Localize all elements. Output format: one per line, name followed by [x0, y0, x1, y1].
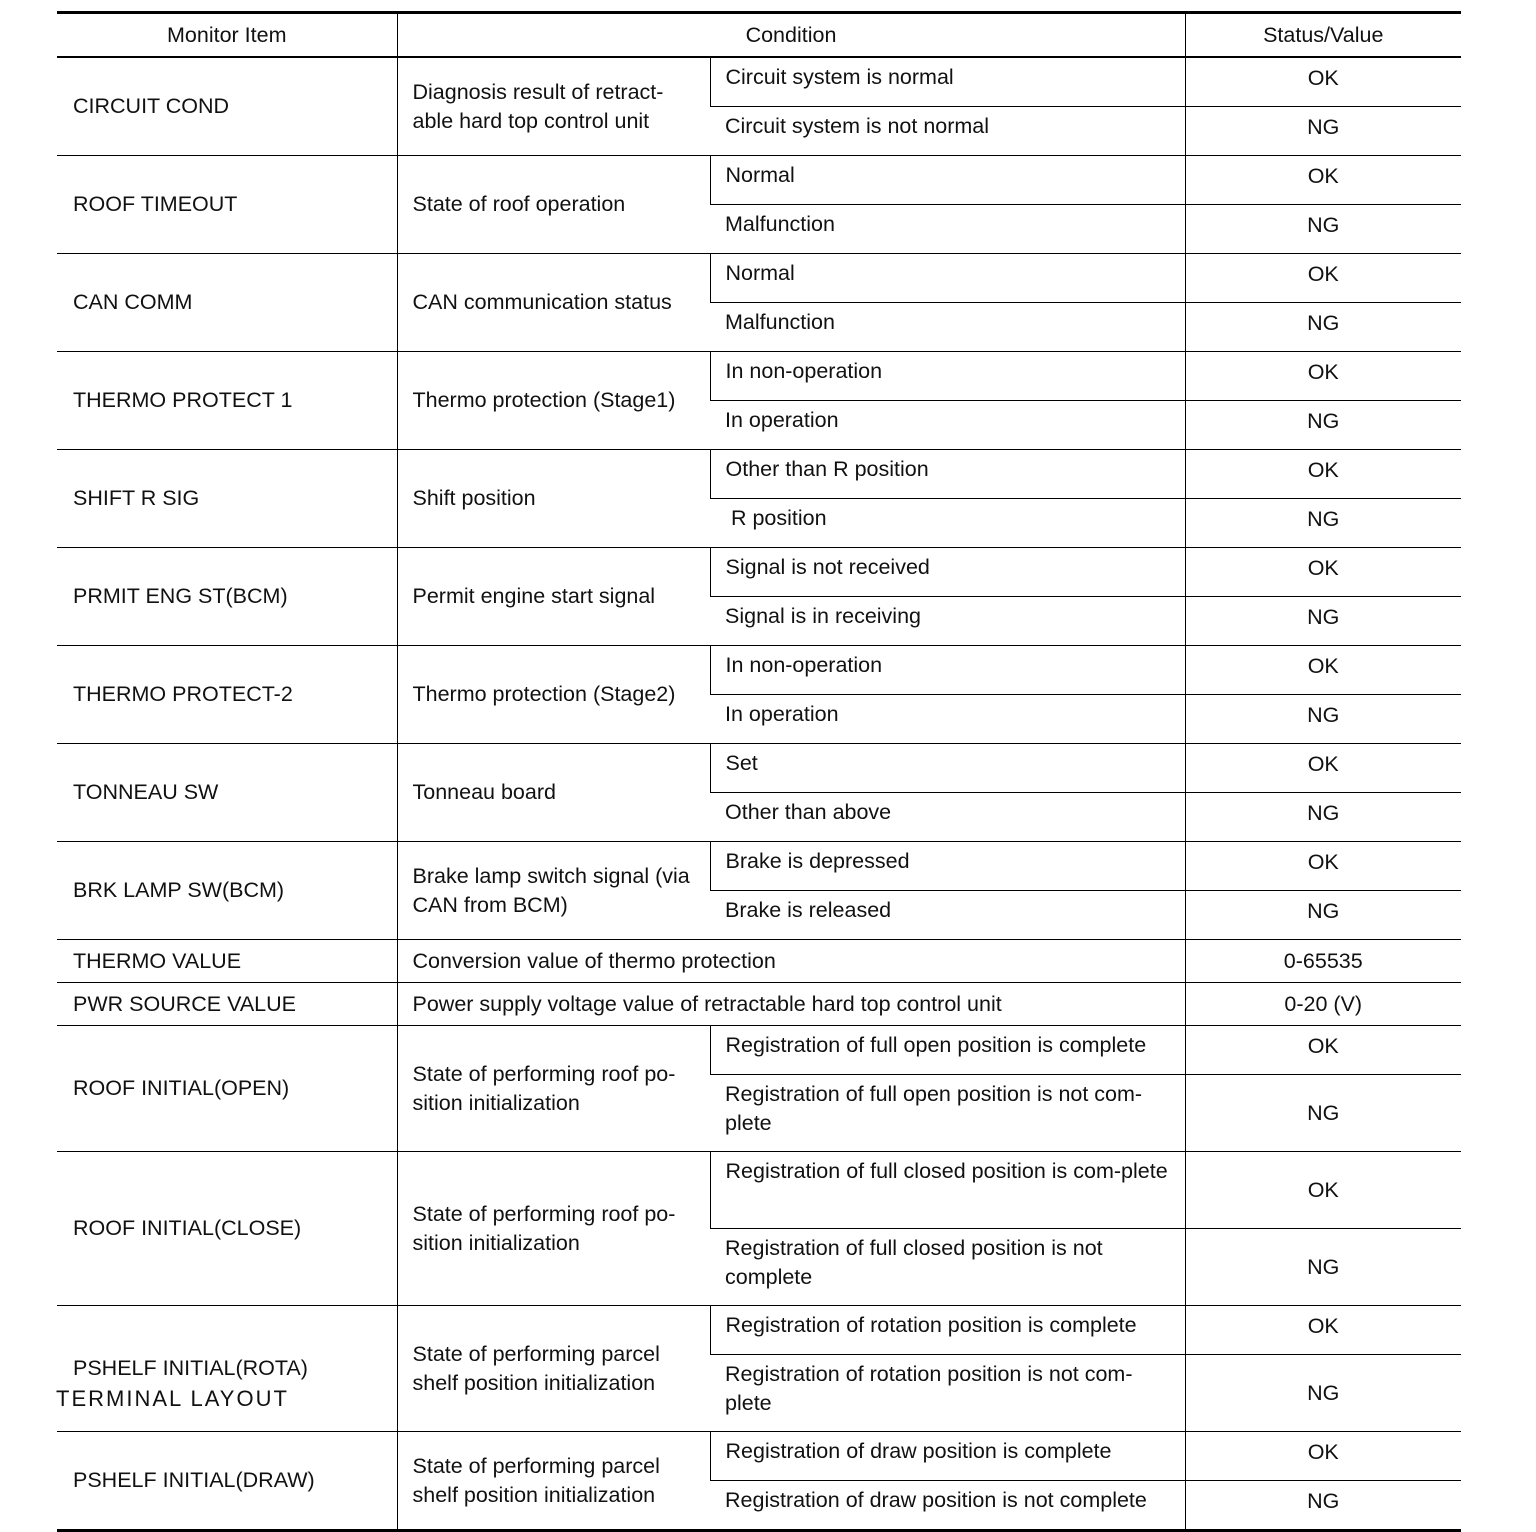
condition-description: Conversion value of thermo protection [397, 940, 1185, 983]
table-row [57, 646, 1461, 695]
header-row [57, 13, 1461, 58]
condition-state: R position [710, 499, 1185, 548]
status-value: NG [1185, 303, 1461, 352]
status-value: NG [1185, 1481, 1461, 1531]
condition-state: In non-operation [710, 646, 1185, 695]
table-row [57, 156, 1461, 205]
table-row [57, 1306, 1461, 1355]
table-row [57, 450, 1461, 499]
monitor-item: THERMO PROTECT-2 [57, 646, 397, 744]
monitor-item: BRK LAMP SW(BCM) [57, 842, 397, 940]
condition-description: State of performing roof po-sition initialization [397, 1152, 710, 1306]
condition-state: Registration of full closed position is not complete [710, 1229, 1185, 1306]
status-value: NG [1185, 1355, 1461, 1432]
monitor-item: CIRCUIT COND [57, 57, 397, 156]
monitor-item: ROOF INITIAL(CLOSE) [57, 1152, 397, 1306]
table-row [57, 983, 1461, 1026]
condition-description: Shift position [397, 450, 710, 548]
monitor-item: THERMO PROTECT 1 [57, 352, 397, 450]
status-value: OK [1185, 156, 1461, 205]
status-value: NG [1185, 1229, 1461, 1306]
status-value: NG [1185, 499, 1461, 548]
monitor-item: PWR SOURCE VALUE [57, 983, 397, 1026]
condition-description: Thermo protection (Stage1) [397, 352, 710, 450]
condition-state: Malfunction [710, 205, 1185, 254]
status-value: NG [1185, 107, 1461, 156]
status-value: NG [1185, 205, 1461, 254]
status-value: OK [1185, 646, 1461, 695]
table-row [57, 254, 1461, 303]
table-row [57, 57, 1461, 107]
monitor-item: SHIFT R SIG [57, 450, 397, 548]
condition-description: Power supply voltage value of retractable hard top control unit [397, 983, 1185, 1026]
condition-state: Registration of full open position is complete [710, 1026, 1185, 1075]
condition-state: Registration of rotation position is complete [710, 1306, 1185, 1355]
monitor-item: ROOF INITIAL(OPEN) [57, 1026, 397, 1152]
condition-description: Permit engine start signal [397, 548, 710, 646]
monitor-item: THERMO VALUE [57, 940, 397, 983]
monitor-item: CAN COMM [57, 254, 397, 352]
condition-description: CAN communication status [397, 254, 710, 352]
status-value: NG [1185, 1075, 1461, 1152]
condition-state: In non-operation [710, 352, 1185, 401]
table-row [57, 1432, 1461, 1481]
condition-description: Brake lamp switch signal (via CAN from BCM) [397, 842, 710, 940]
condition-state: Other than above [710, 793, 1185, 842]
status-value: NG [1185, 597, 1461, 646]
condition-description: State of performing parcel shelf position initialization [397, 1432, 710, 1531]
status-value: NG [1185, 891, 1461, 940]
header-status-value: Status/Value [1185, 13, 1461, 58]
table-row [57, 548, 1461, 597]
condition-state: Signal is in receiving [710, 597, 1185, 646]
table-row [57, 744, 1461, 793]
condition-description: Thermo protection (Stage2) [397, 646, 710, 744]
header-monitor-item: Monitor Item [57, 13, 397, 58]
table-row [57, 842, 1461, 891]
condition-state: In operation [710, 695, 1185, 744]
table-row [57, 940, 1461, 983]
status-value: OK [1185, 1306, 1461, 1355]
condition-description: State of performing roof po-sition initialization [397, 1026, 710, 1152]
status-value: OK [1185, 1152, 1461, 1229]
condition-state: Other than R position [710, 450, 1185, 499]
status-value: NG [1185, 401, 1461, 450]
monitor-item: TONNEAU SW [57, 744, 397, 842]
condition-state: Normal [710, 254, 1185, 303]
condition-state: Circuit system is normal [710, 57, 1185, 107]
status-value: 0-65535 [1185, 940, 1461, 983]
status-value: OK [1185, 842, 1461, 891]
status-value: OK [1185, 57, 1461, 107]
condition-state: Registration of full open position is not com-plete [710, 1075, 1185, 1152]
table-row [57, 352, 1461, 401]
condition-state: Registration of draw position is complete [710, 1432, 1185, 1481]
monitor-item: PSHELF INITIAL(ROTA) [57, 1306, 397, 1432]
section-heading-cutoff: TERMINAL LAYOUT [56, 1386, 289, 1411]
header-condition: Condition [397, 13, 1185, 58]
table-row [57, 1152, 1461, 1229]
status-value: OK [1185, 450, 1461, 499]
condition-state: Set [710, 744, 1185, 793]
status-value: OK [1185, 254, 1461, 303]
condition-state: In operation [710, 401, 1185, 450]
condition-state: Registration of full closed position is com-plete [710, 1152, 1185, 1229]
condition-description: Diagnosis result of retract-able hard top control unit [397, 57, 710, 156]
status-value: NG [1185, 695, 1461, 744]
condition-state: Signal is not received [710, 548, 1185, 597]
status-value: NG [1185, 793, 1461, 842]
condition-state: Circuit system is not normal [710, 107, 1185, 156]
status-value: OK [1185, 744, 1461, 793]
condition-description: State of roof operation [397, 156, 710, 254]
monitor-item-table [57, 11, 1461, 1532]
condition-description: Tonneau board [397, 744, 710, 842]
condition-state: Normal [710, 156, 1185, 205]
condition-state: Registration of draw position is not complete [710, 1481, 1185, 1531]
condition-state: Brake is depressed [710, 842, 1185, 891]
condition-state: Malfunction [710, 303, 1185, 352]
status-value: OK [1185, 1026, 1461, 1075]
monitor-item: PRMIT ENG ST(BCM) [57, 548, 397, 646]
status-value: 0-20 (V) [1185, 983, 1461, 1026]
status-value: OK [1185, 548, 1461, 597]
monitor-item: ROOF TIMEOUT [57, 156, 397, 254]
status-value: OK [1185, 352, 1461, 401]
monitor-item: PSHELF INITIAL(DRAW) [57, 1432, 397, 1531]
table-row [57, 1026, 1461, 1075]
condition-description: State of performing parcel shelf position initialization [397, 1306, 710, 1432]
condition-state: Brake is released [710, 891, 1185, 940]
status-value: OK [1185, 1432, 1461, 1481]
condition-state: Registration of rotation position is not com-plete [710, 1355, 1185, 1432]
